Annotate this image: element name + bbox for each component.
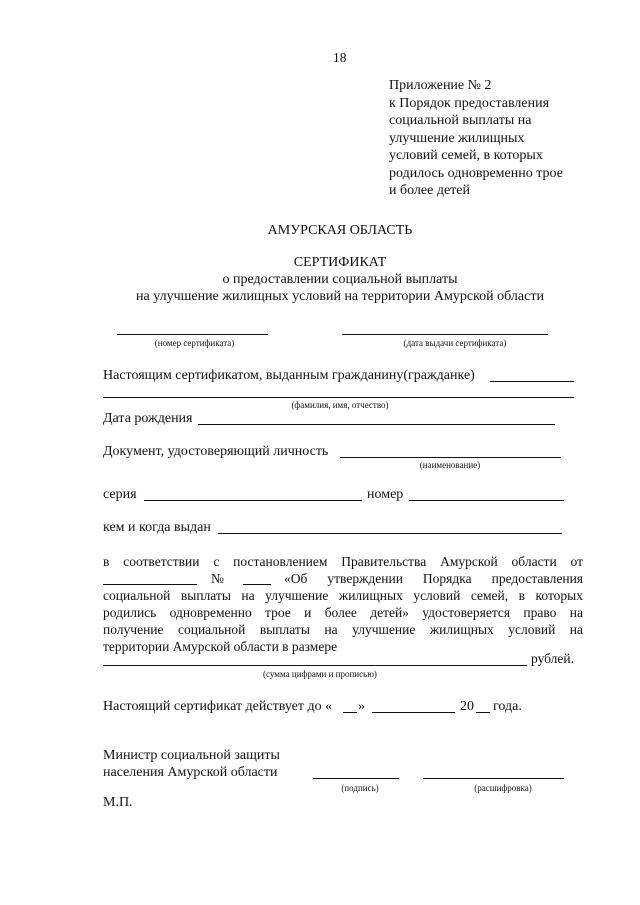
- holder-line: [490, 381, 574, 382]
- region-title: АМУРСКАЯ ОБЛАСТЬ: [267, 223, 413, 238]
- decree-number-line: [243, 584, 271, 585]
- paragraph-line: получение социальной выплаты на улучшение жилищных условий на: [103, 622, 583, 637]
- paragraph-line: территории Амурской области в размере: [103, 639, 338, 654]
- appendix-block: [389, 77, 563, 200]
- validity-century: 20: [460, 699, 474, 714]
- appendix-line: Приложение № 2: [389, 78, 492, 93]
- legal-paragraph: [103, 553, 583, 655]
- signatory-title: Министр социальной защиты: [103, 748, 280, 763]
- issued-by-label: кем и когда выдан: [103, 520, 211, 535]
- issue-date-line: [342, 334, 548, 335]
- decoding-line: [423, 778, 564, 779]
- number-line: [409, 500, 564, 501]
- signatory-title: населения Амурской области: [103, 765, 278, 780]
- cert-number-caption: (номер сертификата): [154, 338, 235, 348]
- validity-suffix: года.: [493, 699, 522, 714]
- paragraph-line: социальной выплаты на улучшение жилищных условий семей, в которых: [103, 588, 583, 603]
- page-number: 18: [333, 50, 347, 65]
- cert-number-line: [117, 334, 268, 335]
- paragraph-line: в соответствии с постановлением Правительства Амурской области от: [103, 554, 583, 569]
- doc-name-caption: (наименование): [419, 460, 481, 470]
- appendix-line: условий семей, в которых: [389, 148, 543, 163]
- issued-by-line: [218, 533, 562, 534]
- sum-caption: (сумма цифрами и прописью): [263, 669, 377, 679]
- rubles-label: рублей.: [531, 651, 575, 666]
- number-sign: №: [211, 571, 224, 586]
- full-name-caption: (фамилия, имя, отчество): [291, 400, 389, 410]
- stamp-place: М.П.: [103, 795, 133, 810]
- holder-label: Настоящим сертификатом, выданным гражданину(гражданке): [103, 368, 475, 383]
- appendix-line: улучшение жилищных: [389, 130, 525, 146]
- certificate-subtitle: о предоставлении социальной выплаты: [222, 272, 458, 287]
- validity-day-line: [343, 712, 357, 713]
- paragraph-line: родились одновременно трое и более детей» удостоверяется право на: [103, 605, 583, 620]
- validity-month-line: [372, 712, 455, 713]
- series-line: [144, 500, 362, 501]
- full-name-line: [103, 397, 574, 398]
- validity-prefix: Настоящий сертификат действует до «: [103, 699, 333, 714]
- signature-line: [313, 778, 399, 779]
- appendix-line: и более детей: [389, 183, 471, 198]
- decree-date-line: [103, 584, 197, 585]
- birth-date-line: [198, 424, 555, 425]
- issue-date-caption: (дата выдачи сертификата): [403, 338, 507, 348]
- appendix-line: к Порядок предоставления: [389, 95, 550, 111]
- certificate-title: СЕРТИФИКАТ: [293, 255, 387, 270]
- decoding-caption: (расшифровка): [474, 783, 532, 793]
- validity-year-line: [476, 712, 490, 713]
- appendix-line: родилось одновременно трое: [389, 165, 563, 181]
- id-document-label: Документ, удостоверяющий личность: [103, 444, 329, 459]
- number-label: номер: [367, 487, 404, 502]
- certificate-subtitle: на улучшение жилищных условий на территории Амурской области: [136, 289, 544, 304]
- appendix-line: социальной выплаты на: [389, 113, 532, 128]
- birth-date-label: Дата рождения: [103, 411, 193, 426]
- decree-title: «Об утверждении Порядка предоставления: [284, 571, 583, 586]
- sum-line: [103, 665, 527, 666]
- signature-caption: (подпись): [341, 783, 379, 793]
- id-document-line: [340, 457, 561, 458]
- series-label: серия: [103, 487, 137, 502]
- paragraph-line-2: [103, 570, 583, 587]
- validity-quote-close: »: [358, 699, 365, 714]
